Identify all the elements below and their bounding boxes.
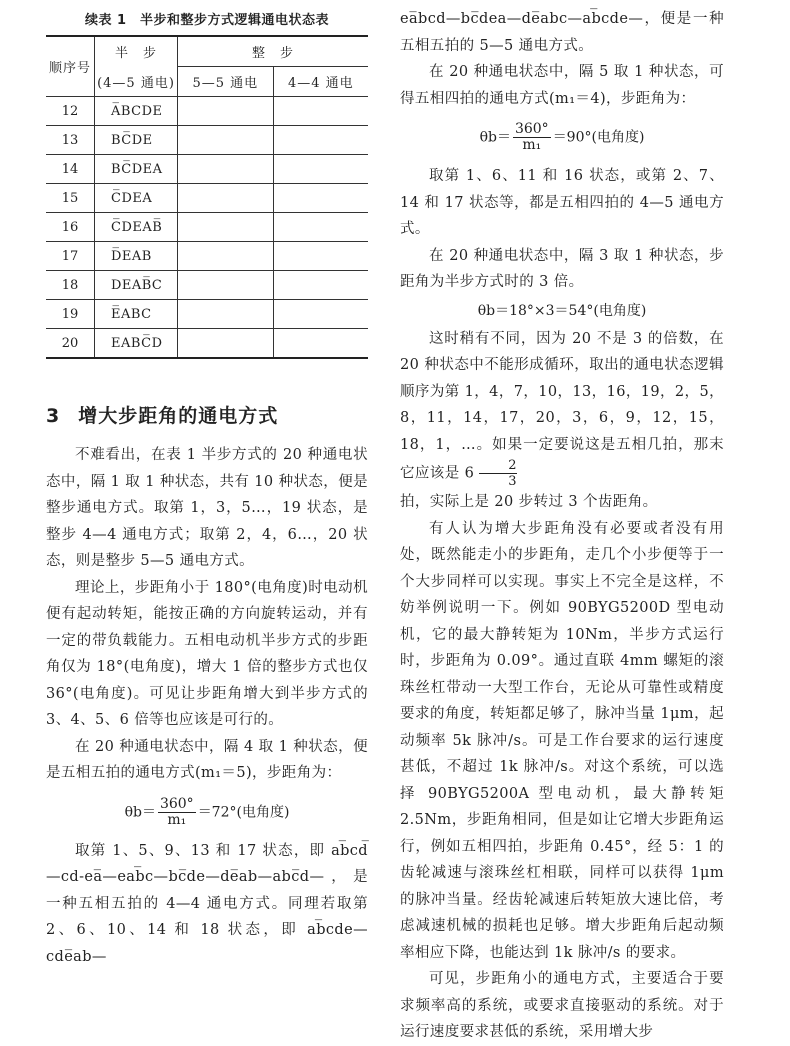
eq-fraction [513, 122, 551, 153]
eq-numerator: 360° [514, 121, 549, 137]
row-full-4-4 [273, 329, 368, 359]
table-row [46, 155, 368, 184]
row-number: 17 [46, 242, 95, 271]
row-number: 14 [46, 155, 95, 184]
paragraph: 取第 1、6、11 和 16 状态，或第 2、7、14 和 17 状态等，都是五相四拍的 4—5 通电方式。 [400, 168, 724, 237]
row-half-step-state: BC̅DEA [95, 155, 178, 184]
row-half-step-state: EABC̅D [95, 329, 178, 359]
mixed-fraction [479, 458, 517, 489]
paragraph-text: 这时稍有不同，因为 20 不是 3 的倍数，在 20 种状态中不能形成循环，取出的通电状态逻辑顺序为第 1，4，7，10，13，16，19，2，5，8，11，14，17，20，3，6，9，12，15，18，1，…。如果一定要说这是五相几拍，那末它应该是 6 [400, 330, 724, 482]
eq-fraction [158, 797, 196, 828]
header-full-4-4: 4—4 通电 [273, 67, 368, 97]
frac-numerator: 2 [479, 458, 517, 474]
eq-numerator: 360° [159, 795, 194, 812]
row-full-5-5 [178, 213, 274, 242]
row-half-step-state: DEAB̅C [95, 271, 178, 300]
row-half-step-state: C̅DEA [95, 184, 178, 213]
section-number: 3 [46, 405, 61, 427]
right-column [400, 0, 724, 1046]
equation-90 [400, 122, 724, 153]
header-full-step: 整 步 [178, 36, 369, 67]
row-number: 19 [46, 300, 95, 329]
row-full-5-5 [178, 271, 274, 300]
row-full-5-5 [178, 97, 274, 126]
paragraph: 理论上，步距角小于 180°(电角度)时电动机便有起动转矩，能按正确的方向旋转运动，并有一定的带负载能力。五相电动机半步方式的步距角仅为 18°(电角度)，增大 1 倍的整步方式也仅 36°(电角度)。可见让步距角增大到半步方式的 3、4、5、6 倍等也应该是可行的。 [46, 579, 368, 728]
paragraph: 拍，实际上是 20 步转过 3 个齿距角。 [400, 494, 658, 510]
row-full-5-5 [178, 242, 274, 271]
header-full-5-5: 5—5 通电 [178, 67, 274, 97]
left-column [46, 0, 368, 970]
row-full-4-4 [273, 126, 368, 155]
paragraph: 在 20 种通电状态中，隔 5 取 1 种状态，可得五相四拍的通电方式(m₁＝4)，步距角为： [400, 64, 724, 107]
row-half-step-state: A̅BCDE [95, 97, 178, 126]
row-number: 15 [46, 184, 95, 213]
eq-lhs: θb＝ [479, 129, 511, 146]
paragraph: 可见，步距角小的通电方式，主要适合于要求频率高的系统，或要求直接驱动的系统。对于运行速度要求甚低的系统，采用增大步 [400, 971, 724, 1040]
row-half-step-state: E̅ABC [95, 300, 178, 329]
row-half-step-state: BC̅DE [95, 126, 178, 155]
row-full-5-5 [178, 300, 274, 329]
table-row [46, 242, 368, 271]
paragraph: 有人认为增大步距角没有必要或者没有用处，既然能走小的步距角，走几个小步便等于一个大步同样可以实现。事实上不完全是这样，不妨举例说明一下。例如 90BYG5200D 型电动机，它的最大静转矩为 10Nm，半步方式运行时，步距角为 0.09°。通过直联 4mm 螺矩的滚珠丝杠带动一大型工作台，无论从可靠性或精度要求的角度，转矩都足够了，脉冲当量 1μm，起动频率 5k 脉冲/s。可是工作台要求的运行速度甚低，不超过 1k 脉冲/s。对这个系统，可以选择 90BYG5200A 型电动机，最大静转矩 2.5Nm，步距角相同，但是如让它增大步距角运行，例如五相四拍，步距角 0.45°，经 5：1 的齿轮减速与滚珠丝杠相联，同样可以获得 1μm 的脉冲当量。经齿轮减速后转矩放大速比倍，考虑减速机械的损耗也足够。增大步距角后起动频率相应下降，也能达到 1k 脉冲/s 的要求。 [400, 520, 724, 961]
row-number: 13 [46, 126, 95, 155]
table-row [46, 329, 368, 359]
equation-54: θb＝18°×3＝54°(电角度) [477, 302, 647, 319]
paragraph: ea̅bcd—bc̅dea—de̅abc—ab̅cde—，便是一种五相五拍的 5—5 通电方式。 [400, 11, 724, 54]
row-full-4-4 [273, 300, 368, 329]
eq-rhs: ＝90°(电角度) [552, 129, 645, 146]
section-title: 增大步距角的通电方式 [78, 405, 279, 427]
row-half-step-state: D̅EAB [95, 242, 178, 271]
table-row [46, 184, 368, 213]
row-full-5-5 [178, 126, 274, 155]
table-caption: 续表 1 半步和整步方式逻辑通电状态表 [84, 13, 330, 28]
equation-72 [46, 797, 368, 828]
paragraph: 在 20 种通电状态中，隔 3 取 1 种状态，步距角为半步方式时的 3 倍。 [400, 247, 724, 290]
eq-lhs: θb＝ [124, 804, 156, 820]
header-half-step: 半 步 [95, 36, 178, 67]
header-half-sub: (4—5 通电) [95, 67, 178, 97]
eq-rhs: ＝72°(电角度) [197, 804, 290, 820]
row-number: 16 [46, 213, 95, 242]
paragraph: 取第 1、5、9、13 和 17 状态，即 ab̅cd̅—cd-ea̅—eab̅c—bc̅de—de̅ab—abc̅d—，是一种五相五拍的 4—4 通电方式。同理若取第 2、6、10、14 和 18 状态，即 ab̅cde—cde̅ab— [46, 842, 368, 965]
table-row [46, 97, 368, 126]
table-row [46, 213, 368, 242]
frac-denominator: 3 [508, 474, 517, 489]
row-full-4-4 [273, 271, 368, 300]
header-seq: 顺序号 [46, 36, 95, 97]
table-row [46, 300, 368, 329]
row-number: 20 [46, 329, 95, 359]
eq-denominator: m₁ [167, 811, 187, 828]
table-row [46, 271, 368, 300]
paragraph: 在 20 种通电状态中，隔 4 取 1 种状态，便是五相五拍的通电方式(m₁＝5)，步距角为： [46, 738, 368, 781]
paragraph: 不难看出，在表 1 半步方式的 20 种通电状态中，隔 1 取 1 种状态，共有 10 种状态，便是整步通电方式。取第 1，3，5…，19 状态，是整步 4—4 通电方式；取第 2，4，6…，20 状态，则是整步 5—5 通电方式。 [46, 447, 368, 569]
row-full-5-5 [178, 155, 274, 184]
section-heading [46, 401, 368, 428]
paragraph [400, 326, 724, 490]
row-full-4-4 [273, 242, 368, 271]
row-full-5-5 [178, 184, 274, 213]
row-number: 18 [46, 271, 95, 300]
row-full-4-4 [273, 97, 368, 126]
eq-denominator: m₁ [522, 137, 542, 153]
row-number: 12 [46, 97, 95, 126]
row-full-4-4 [273, 155, 368, 184]
row-full-4-4 [273, 184, 368, 213]
row-full-5-5 [178, 329, 274, 359]
table-row [46, 126, 368, 155]
state-table [46, 35, 368, 359]
row-half-step-state: C̅DEAB̅ [95, 213, 178, 242]
row-full-4-4 [273, 213, 368, 242]
